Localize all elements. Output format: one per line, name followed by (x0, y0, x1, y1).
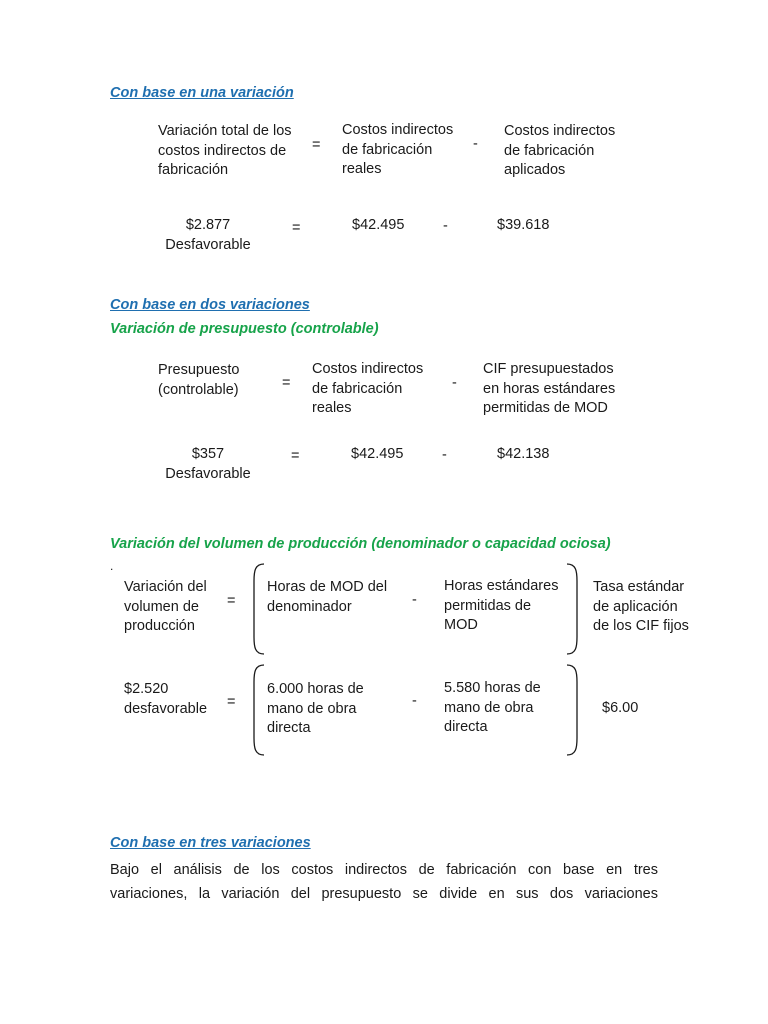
values3-term2: 5.580 horas de mano de obra directa (444, 680, 541, 735)
values3-equals: = (227, 694, 236, 710)
formula2-minus: - (452, 375, 457, 391)
values1-equals: = (292, 220, 301, 236)
values1-term2: $39.618 (497, 217, 550, 233)
formula2-result-label: Presupuesto (controlable) (158, 362, 240, 398)
values2-minus: - (442, 447, 447, 463)
formula1-equals: = (312, 137, 321, 153)
heading-una-variacion: Con base en una variación (110, 85, 294, 101)
values2-term2: $42.138 (497, 446, 550, 462)
formula1-result-label: Variación total de los costos indirectos de fabricación (158, 123, 292, 178)
heading-dos-variaciones: Con base en dos variaciones (110, 297, 310, 313)
formula1-term-aplicados: Costos indirectos de fabricación aplicados (504, 123, 616, 178)
values3-term1: 6.000 horas de mano de obra directa (267, 681, 364, 736)
values1-result: $2.877 Desfavorable (165, 217, 251, 253)
values2-term1: $42.495 (351, 446, 404, 462)
values2-result: $357 Desfavorable (165, 446, 251, 482)
values3-factor: $6.00 (602, 700, 639, 716)
formula3-minus: - (412, 592, 417, 608)
formula3-equals: = (227, 593, 236, 609)
values3-minus: - (412, 693, 417, 709)
formula2-equals: = (282, 375, 291, 391)
paragraph-line-1: Bajo el análisis de los costos indirectos de fabricación con base en tres (110, 862, 658, 878)
formula3-term-denominador: Horas de MOD del denominador (267, 579, 388, 615)
paragraph-line-2: variaciones, la variación del presupuesto se divide en sus dos variaciones (110, 886, 658, 902)
values1-minus: - (443, 218, 448, 234)
formula3-result-label: Variación del volumen de producción (124, 579, 207, 634)
subheading-variacion-presupuesto: Variación de presupuesto (controlable) (110, 321, 379, 337)
formula1-minus: - (473, 136, 478, 152)
subheading-variacion-volumen: Variación del volumen de producción (denominador o capacidad ociosa) (110, 536, 611, 552)
left-brace-values-icon (250, 664, 266, 756)
formula3-factor-tasa: Tasa estándar de aplicación de los CIF fijos (593, 579, 689, 634)
right-brace-formula-icon (565, 563, 581, 655)
right-brace-values-icon (565, 664, 581, 756)
formula2-term-reales: Costos indirectos de fabricación reales (312, 361, 424, 416)
values2-equals: = (291, 448, 300, 464)
formula1-term-reales: Costos indirectos de fabricación reales (342, 122, 454, 177)
left-brace-formula-icon (250, 563, 266, 655)
formula2-term-presupuestados: CIF presupuestados en horas estándares permitidas de MOD (483, 361, 616, 416)
values3-result: $2.520 desfavorable (124, 681, 208, 717)
values1-term1: $42.495 (352, 217, 405, 233)
heading-tres-variaciones: Con base en tres variaciones (110, 835, 311, 851)
formula3-term-permitidas: Horas estándares permitidas de MOD (444, 578, 559, 633)
stray-dot: . (110, 559, 114, 573)
